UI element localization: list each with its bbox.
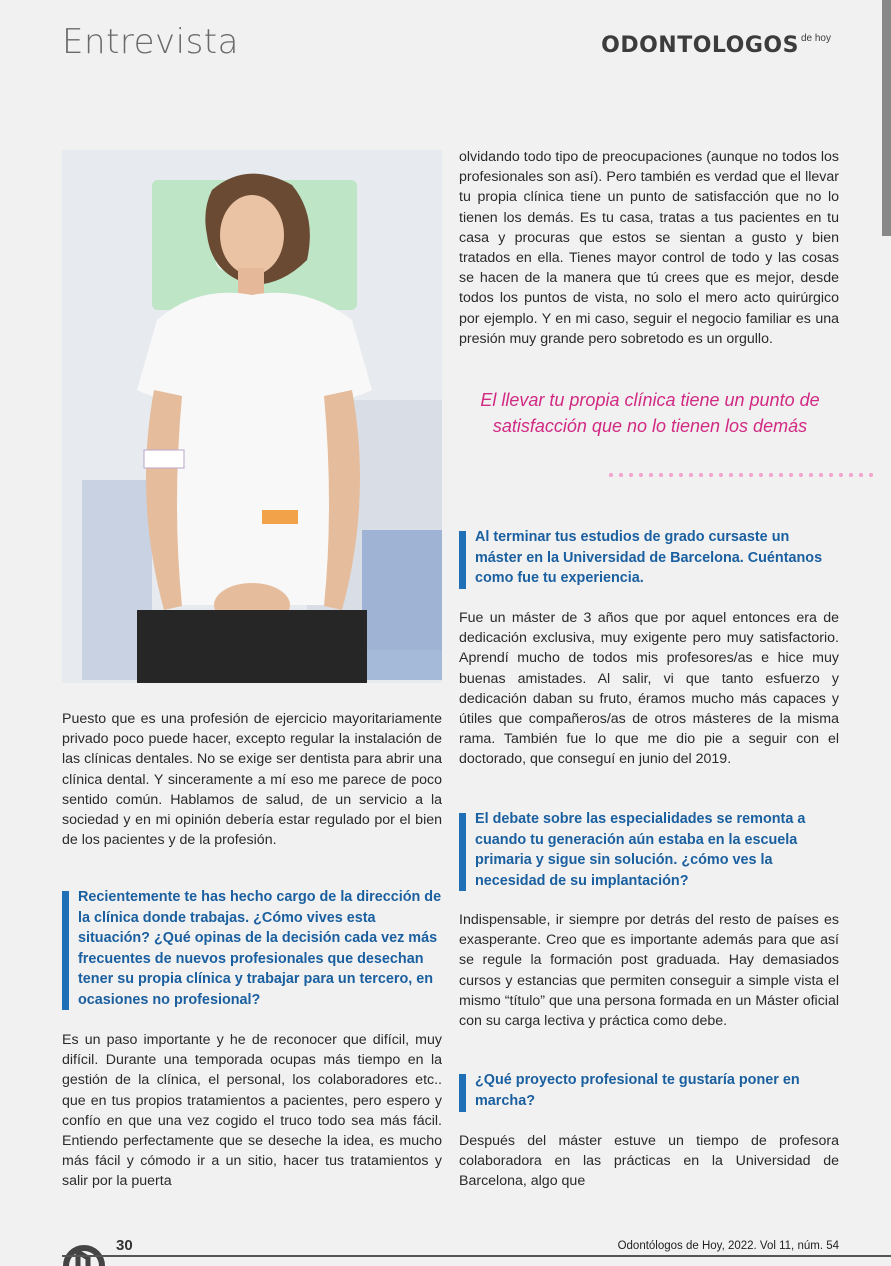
photo-illustration bbox=[62, 150, 442, 683]
right-paragraph-1: olvidando todo tipo de preocupaciones (aunque no todos los profesionales son así). Pero también es verdad que el llevar tu propia clínica tiene un punto de satisfacción que no lo tienen los demás. Es tu casa, tratas a tus pacientes en tu casa y procuras que estos se sientan a gusto y bien tratados en ella. Tienes mayor control de todo y las cosas se hacen de la manera que tú crees que es mejor, desde todos los puntos de vista, no solo el mero acto quirúrgico por ejemplo. Y en mi caso, seguir el negocio familiar es una presión muy grande pero sobretodo es un orgullo. bbox=[459, 149, 839, 347]
magazine-logo bbox=[601, 33, 831, 58]
brand-subtitle: de hoy bbox=[800, 33, 831, 44]
question-1: Recientemente te has hecho cargo de la dirección de la clínica donde trabajas. ¿Cómo vives esta situación? ¿Qué opinas de la decisión cada vez más frecuentes de nuevos profesionales que desechan tener su propia clínica y trabajar para un tercero, en ocasiones no profesional? bbox=[78, 889, 442, 1008]
left-paragraph-2: Es un paso importante y he de reconocer que difícil, muy difícil. Durante una temporada ocupas más tiempo en la gestión de la clínica, el personal, los colaboradores etc.. que en tus propios tratamientos a pacientes, pero espero y confío en que una vez cogido el truco todo sea más fácil. Entiendo perfectamente que se deseche la idea, es mucho más fácil y cómodo ir a un sitio, hacer tus tratamientos y salir por la puerta bbox=[62, 1032, 442, 1190]
footer-divider bbox=[62, 1255, 891, 1257]
pull-quote: El llevar tu propia clínica tiene un punto de satisfacción que no lo tienen los demás bbox=[480, 390, 820, 436]
page-number: 30 bbox=[116, 1237, 133, 1254]
question-accent-bar bbox=[459, 813, 466, 891]
question-accent-bar bbox=[62, 891, 69, 1010]
left-paragraph-1: Puesto que es una profesión de ejercicio mayoritariamente privado poco puede hacer, excepto regular la instalación de las clínicas dentales. No se exige ser dentista para abrir una clínica dental. Y sinceramente a mí eso me parece de poco sentido común. Hablamos de salud, de un servicio a la sociedad y en mi opinión debería estar regulado por el bien de los pacientes y de la profesión. bbox=[62, 711, 442, 849]
right-paragraph-4: Después del máster estuve un tiempo de profesora colaboradora en las prácticas en la Universidad de Barcelona, algo que bbox=[459, 1133, 839, 1190]
right-paragraph-3: Indispensable, ir siempre por detrás del resto de países es exasperante. Creo que es importante además para que así se regule la formación post graduada. Hay demasiados cursos y estancias que permiten conseguir a simple vista el mismo “título” que una persona formada en un Máster oficial con su carga lectiva y práctica como debe. bbox=[459, 912, 839, 1030]
question-accent-bar bbox=[459, 531, 466, 589]
question-accent-bar bbox=[459, 1074, 466, 1112]
interviewee-photo bbox=[62, 150, 442, 683]
question-2: Al terminar tus estudios de grado cursaste un máster en la Universidad de Barcelona. Cuéntanos como fue tu experiencia. bbox=[475, 529, 823, 586]
question-block-1 bbox=[62, 887, 442, 1010]
footer-logo-icon bbox=[62, 1226, 106, 1266]
scrollbar[interactable] bbox=[882, 0, 891, 236]
right-paragraph-2: Fue un máster de 3 años que por aquel entonces era de dedicación exclusiva, muy exigente pero muy satisfactorio. Aprendí mucho de todos mis profesores/as e hice muy buenas amistades. Al salir, vi que tanto esfuerzo y dedicación daban su fruto, éramos mucho más capaces y útiles que compañeros/as de otros másteres de la misma rama. También fue lo que me dio pie a seguir con el doctorado, que conseguí en junio del 2019. bbox=[459, 610, 839, 768]
section-title: Entrevista bbox=[62, 22, 239, 62]
question-4: ¿Qué proyecto profesional te gustaría poner en marcha? bbox=[475, 1072, 800, 1109]
question-block-2 bbox=[459, 527, 839, 589]
question-3: El debate sobre las especialidades se remonta a cuando tu generación aún estaba en la escuela primaria y sigue sin solución. ¿cómo ves la necesidad de su implantación? bbox=[475, 811, 806, 889]
question-block-4 bbox=[459, 1070, 839, 1111]
brand-name: ODONTOLOGOS bbox=[601, 33, 799, 58]
question-block-3 bbox=[459, 809, 839, 891]
dotted-divider bbox=[606, 470, 876, 480]
footer-citation: Odontólogos de Hoy, 2022. Vol 11, núm. 54 bbox=[617, 1240, 839, 1252]
